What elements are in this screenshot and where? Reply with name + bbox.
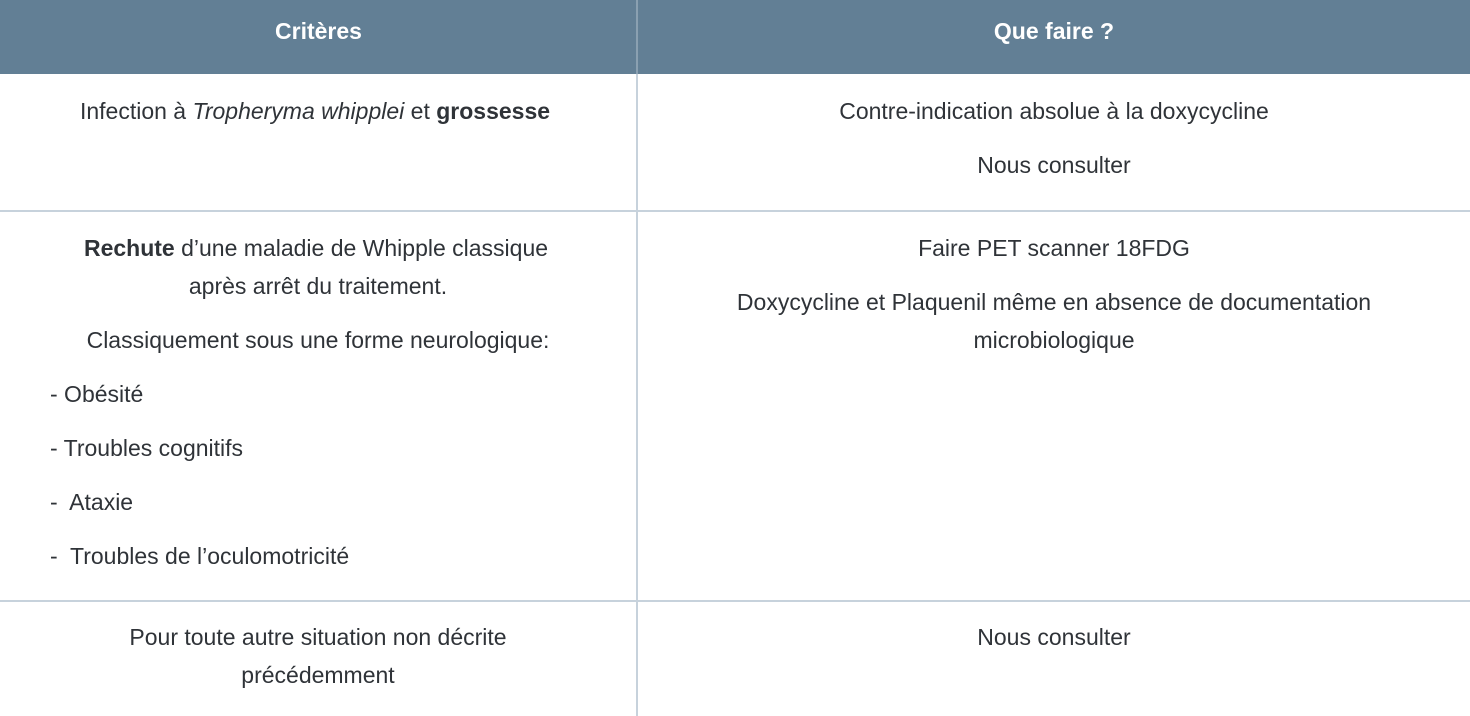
list-item: - Obésité	[50, 381, 144, 407]
list-item: - Troubles de l’oculomotricité	[50, 543, 350, 569]
text: d’une maladie de Whipple classique	[174, 235, 549, 261]
row2-action-line: microbiologique	[973, 327, 1135, 353]
row2-criteria-line	[0, 229, 636, 267]
table-header	[0, 0, 1470, 74]
row3-action-line: Nous consulter	[977, 624, 1131, 650]
list-item: - Troubles cognitifs	[50, 435, 244, 461]
row2-criteria-line: après arrêt du traitement.	[188, 273, 448, 299]
row1-action-line: Contre-indication absolue à la doxycycline	[839, 98, 1269, 124]
row1-criteria-cell	[0, 92, 636, 130]
text: Infection à	[79, 98, 193, 124]
row2-criteria-cell	[0, 229, 636, 575]
row2-action-line: Faire PET scanner 18FDG	[918, 235, 1190, 261]
row2-action-line: Doxycycline et Plaquenil même en absence de documentation	[736, 289, 1372, 315]
row1-action-line: Nous consulter	[977, 152, 1131, 178]
header-que-faire: Que faire ?	[993, 18, 1115, 44]
row3-criteria-line: Pour toute autre situation non décrite	[129, 624, 507, 650]
row2-action-cell	[638, 229, 1470, 359]
row1-criteria-text	[0, 92, 636, 130]
table-row	[0, 74, 1470, 210]
header-criteres: Critères	[275, 18, 362, 44]
row3-criteria-line: précédemment	[241, 662, 395, 688]
row3-action-cell	[638, 618, 1470, 656]
row2-criteria-line: Classiquement sous une forme neurologique:	[86, 327, 550, 353]
list-item: - Ataxie	[50, 489, 134, 515]
table-row	[0, 602, 1470, 716]
table-row	[0, 212, 1470, 600]
row1-action-cell	[638, 92, 1470, 184]
row3-criteria-cell	[0, 618, 636, 694]
text: et	[404, 98, 437, 124]
bold-keyword: Rechute	[83, 235, 175, 261]
bold-keyword: grossesse	[436, 98, 551, 124]
species-name: Tropheryma whipplei	[192, 98, 405, 124]
